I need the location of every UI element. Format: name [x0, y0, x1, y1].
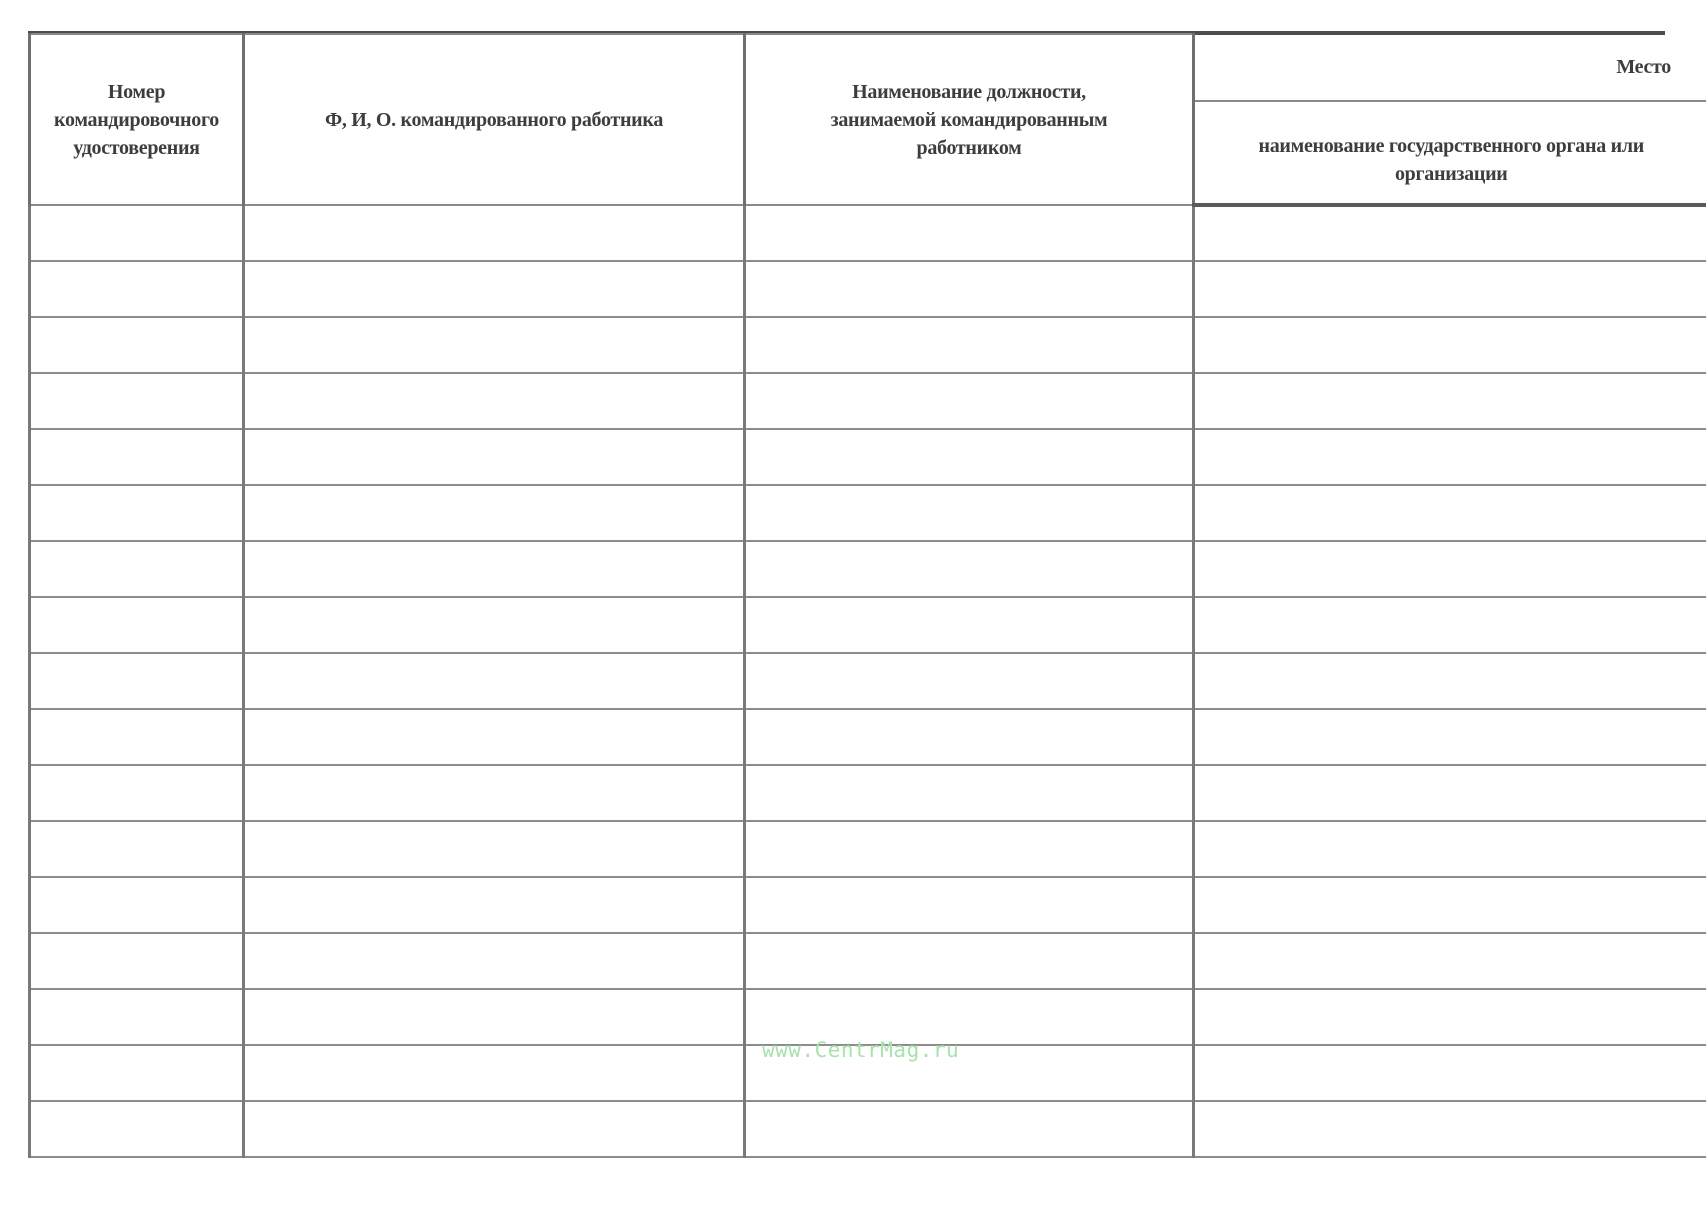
cell-organization[interactable] [1194, 485, 1706, 541]
cell-certificate-number[interactable] [30, 933, 244, 989]
cell-employee-name[interactable] [244, 653, 745, 709]
cell-certificate-number[interactable] [30, 653, 244, 709]
cell-employee-name[interactable] [244, 989, 745, 1045]
cell-certificate-number[interactable] [30, 821, 244, 877]
table-row [30, 541, 1706, 597]
cell-certificate-number[interactable] [30, 877, 244, 933]
table-row [30, 765, 1706, 821]
cell-position[interactable] [745, 317, 1194, 373]
cell-employee-name[interactable] [244, 1045, 745, 1101]
cell-organization[interactable] [1194, 877, 1706, 933]
cell-employee-name[interactable] [244, 373, 745, 429]
cell-organization[interactable] [1194, 541, 1706, 597]
watermark: www.CentrMag.ru [762, 1038, 960, 1062]
cell-position[interactable] [745, 765, 1194, 821]
cell-certificate-number[interactable] [30, 261, 244, 317]
cell-position[interactable] [745, 205, 1194, 261]
cell-employee-name[interactable] [244, 541, 745, 597]
cell-position[interactable] [745, 653, 1194, 709]
cell-certificate-number[interactable] [30, 1045, 244, 1101]
cell-organization[interactable] [1194, 429, 1706, 485]
table-row [30, 877, 1706, 933]
cell-certificate-number[interactable] [30, 597, 244, 653]
cell-organization[interactable] [1194, 765, 1706, 821]
cell-position[interactable] [745, 485, 1194, 541]
cell-employee-name[interactable] [244, 317, 745, 373]
table-row [30, 205, 1706, 261]
header-position: Наименование должности, занимаемой командированным работником [745, 34, 1194, 205]
cell-certificate-number[interactable] [30, 317, 244, 373]
cell-position[interactable] [745, 877, 1194, 933]
cell-organization[interactable] [1194, 1101, 1706, 1157]
cell-employee-name[interactable] [244, 821, 745, 877]
cell-employee-name[interactable] [244, 877, 745, 933]
cell-certificate-number[interactable] [30, 765, 244, 821]
table-row [30, 485, 1706, 541]
table-row [30, 1101, 1706, 1157]
cell-organization[interactable] [1194, 821, 1706, 877]
table-row [30, 709, 1706, 765]
cell-certificate-number[interactable] [30, 541, 244, 597]
cell-employee-name[interactable] [244, 205, 745, 261]
header-organization: наименование государственного органа или организации [1194, 101, 1706, 205]
table-row [30, 429, 1706, 485]
table-row [30, 597, 1706, 653]
table-row [30, 989, 1706, 1045]
cell-employee-name[interactable] [244, 1101, 745, 1157]
table-row [30, 821, 1706, 877]
cell-employee-name[interactable] [244, 709, 745, 765]
table-body [30, 205, 1706, 1157]
cell-certificate-number[interactable] [30, 485, 244, 541]
cell-position[interactable] [745, 541, 1194, 597]
cell-organization[interactable] [1194, 653, 1706, 709]
cell-position[interactable] [745, 709, 1194, 765]
cell-organization[interactable] [1194, 933, 1706, 989]
cell-position[interactable] [745, 597, 1194, 653]
cell-certificate-number[interactable] [30, 989, 244, 1045]
cell-certificate-number[interactable] [30, 429, 244, 485]
table-row [30, 261, 1706, 317]
cell-organization[interactable] [1194, 317, 1706, 373]
cell-position[interactable] [745, 429, 1194, 485]
cell-position[interactable] [745, 933, 1194, 989]
cell-certificate-number[interactable] [30, 709, 244, 765]
header-employee-name: Ф, И, О. командированного работника [244, 34, 745, 205]
cell-organization[interactable] [1194, 205, 1706, 261]
table-row [30, 933, 1706, 989]
table-row [30, 317, 1706, 373]
cell-position[interactable] [745, 1101, 1194, 1157]
cell-position[interactable] [745, 373, 1194, 429]
cell-position[interactable] [745, 821, 1194, 877]
table-row [30, 653, 1706, 709]
cell-organization[interactable] [1194, 373, 1706, 429]
travel-register-table [28, 33, 1706, 1158]
cell-organization[interactable] [1194, 989, 1706, 1045]
cell-position[interactable] [745, 989, 1194, 1045]
header-certificate-number: Номер командировочного удостоверения [30, 34, 244, 205]
cell-employee-name[interactable] [244, 261, 745, 317]
cell-employee-name[interactable] [244, 597, 745, 653]
cell-position[interactable] [745, 261, 1194, 317]
header-row-top [30, 34, 1706, 101]
table-row [30, 373, 1706, 429]
header-place: Место [1194, 34, 1706, 101]
cell-employee-name[interactable] [244, 933, 745, 989]
cell-certificate-number[interactable] [30, 205, 244, 261]
cell-certificate-number[interactable] [30, 1101, 244, 1157]
cell-organization[interactable] [1194, 261, 1706, 317]
cell-certificate-number[interactable] [30, 373, 244, 429]
cell-organization[interactable] [1194, 709, 1706, 765]
cell-organization[interactable] [1194, 597, 1706, 653]
cell-employee-name[interactable] [244, 429, 745, 485]
cell-employee-name[interactable] [244, 485, 745, 541]
cell-organization[interactable] [1194, 1045, 1706, 1101]
cell-employee-name[interactable] [244, 765, 745, 821]
